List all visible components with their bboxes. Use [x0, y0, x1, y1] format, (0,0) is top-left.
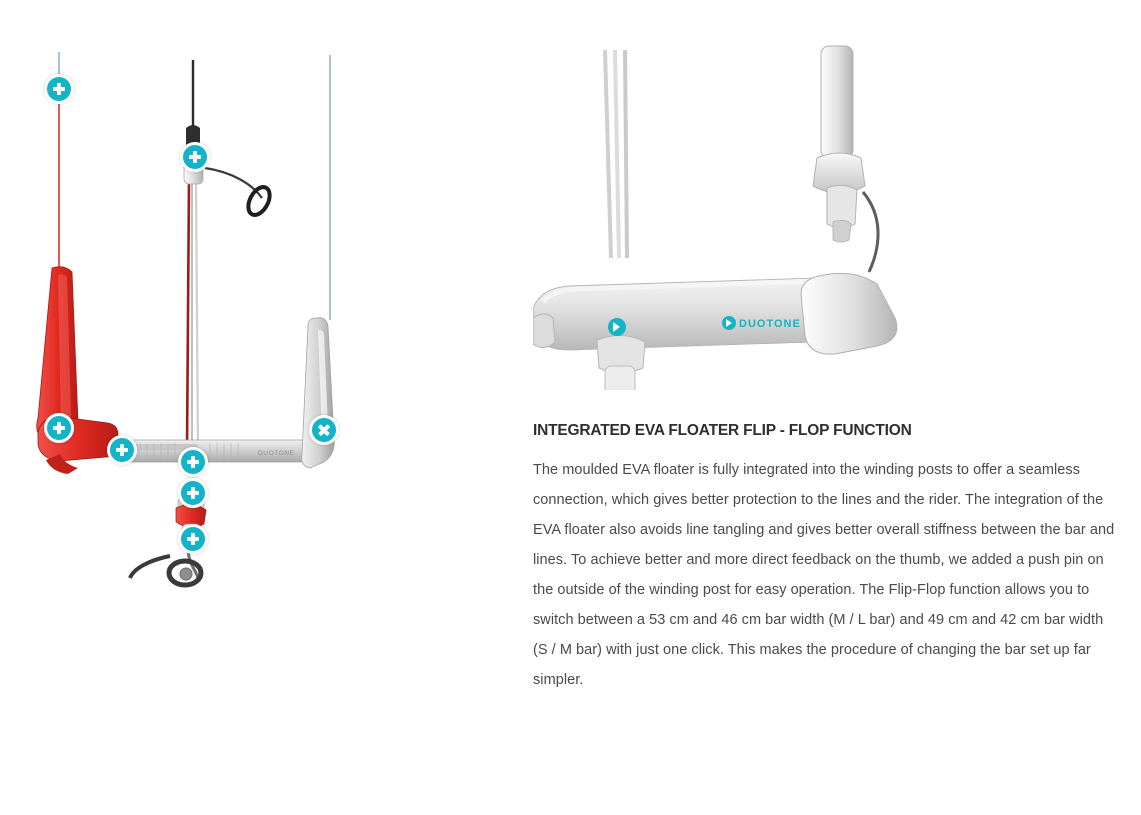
hotspot-bar-end-left[interactable]	[107, 435, 137, 465]
kite-bar-illustration	[0, 0, 520, 700]
duotone-wordmark: DUOTONE	[739, 318, 801, 330]
hotspot-quick-release[interactable]	[44, 413, 74, 443]
duotone-logo-right	[722, 316, 801, 330]
eva-floater-illustration	[533, 40, 1113, 390]
hotspot-chicken-loop[interactable]	[178, 524, 208, 554]
detail-panel	[533, 0, 1113, 815]
hotspot-eva-floater[interactable]	[309, 415, 339, 445]
hotspot-depower-strap[interactable]	[178, 478, 208, 508]
duotone-logo-left	[608, 318, 626, 336]
detail-heading: INTEGRATED EVA FLOATER FLIP - FLOP FUNCTION	[533, 422, 912, 439]
hotspot-safety-line-top[interactable]	[44, 74, 74, 104]
product-diagram-panel	[0, 0, 520, 815]
hotspot-winding-post-top[interactable]	[180, 142, 210, 172]
hotspot-bar-center[interactable]	[178, 447, 208, 477]
bar-brand-text: DUOTONE	[258, 450, 295, 457]
detail-body-text: The moulded EVA floater is fully integrated into the winding posts to offer a seamless connection, which gives better protection to the lines and the rider. The integration of the EVA floater also avoids line tangling and gives better overall stiffness between the bar and lines. To achieve better and more direct feedback on the thumb, we added a push pin on the outside of the winding post for easy operation. The Flip-Flop function allows you to switch between a 53 cm and 46 cm bar width (M / L bar) and 49 cm and 42 cm bar width (S / M bar) with just one click. This makes the procedure of changing the bar set up far simpler.	[533, 462, 1115, 688]
product-diagram-stage	[0, 0, 520, 700]
eva-floater-detail-image	[533, 40, 1113, 390]
